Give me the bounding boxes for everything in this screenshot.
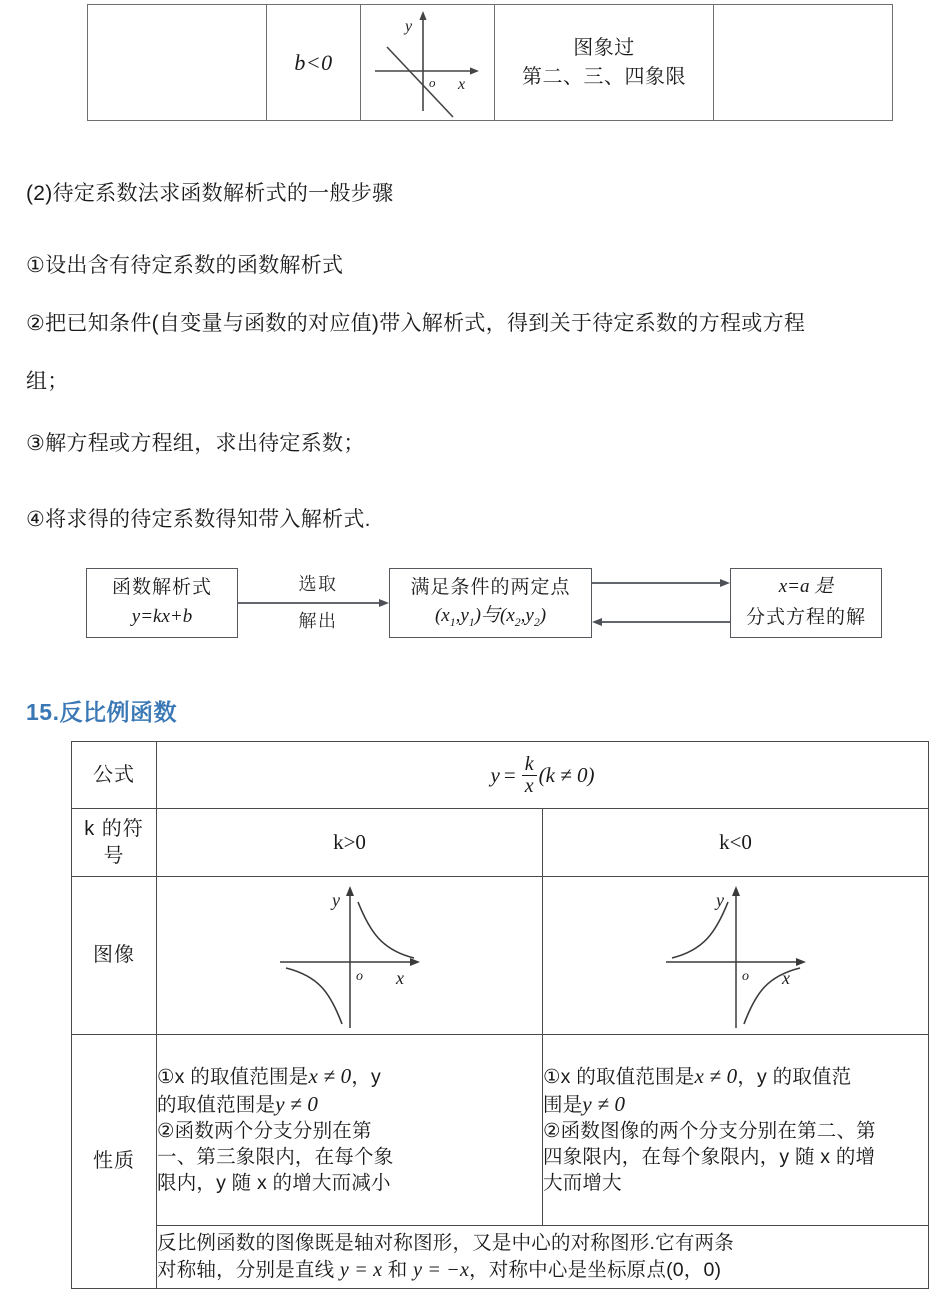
prop-left-line-3: ②函数两个分支分别在第 xyxy=(157,1120,372,1143)
paragraph-step-2-line-2: 组； xyxy=(26,370,69,393)
prop-right-2-math: y ≠ 0 xyxy=(582,1092,626,1117)
b-sign-value: b<0 xyxy=(294,49,333,75)
prop-left-2-text: 的取值范围是 xyxy=(157,1094,276,1117)
flow-box-analytic-expression xyxy=(86,568,238,638)
y-axis-label: y xyxy=(331,889,340,910)
fraction-numerator: k xyxy=(524,752,534,775)
prop-right-2-text: 围是 xyxy=(543,1094,583,1117)
cell-properties-positive xyxy=(157,1035,543,1226)
pt-sub-1: 1 xyxy=(449,616,456,630)
inverse-proportional-function-table xyxy=(71,741,929,1289)
prop-right-line-5: 大而增大 xyxy=(543,1171,622,1194)
arrow-label-solve: 解出 xyxy=(298,611,338,631)
description-line-1: 图象过 xyxy=(573,36,635,59)
prop-left-line-4: 一、第三象限内，在每个象 xyxy=(157,1145,394,1168)
table-row-k-sign xyxy=(72,809,929,877)
row-label-formula: 公式 xyxy=(72,742,157,809)
flow-box-1-line-1: 函数解析式 xyxy=(111,577,212,599)
note-2-text-b: 和 xyxy=(382,1258,414,1281)
prop-left-1-text-b: ，y xyxy=(351,1066,381,1089)
fraction-denominator: x xyxy=(524,774,534,797)
y-axis-label: y xyxy=(715,889,724,910)
prop-left-1-text-a: ①x 的取值范围是 xyxy=(157,1066,309,1089)
x-axis-label: x xyxy=(458,75,466,93)
prop-left-1-math: x ≠ 0 xyxy=(308,1064,352,1089)
row-label-k-sign xyxy=(72,809,157,877)
flow-box-3-line-2: 分式方程的解 xyxy=(745,607,866,628)
prop-right-1-math: x ≠ 0 xyxy=(694,1064,738,1089)
hyperbola-k-negative-icon xyxy=(636,880,836,1032)
table-row-properties xyxy=(72,1035,929,1226)
pt-mid-1: ,y xyxy=(455,605,469,627)
table-row-symmetry-note xyxy=(72,1226,929,1289)
prop-left-line-2 xyxy=(157,1091,542,1119)
prop-right-1-text-a: ①x 的取值范围是 xyxy=(543,1066,695,1089)
pt-mid-2: ,y xyxy=(520,605,534,627)
row-label-graph: 图像 xyxy=(72,877,157,1035)
table-row xyxy=(88,5,893,121)
flow-box-1-line-2: y=kx+b xyxy=(131,606,193,627)
pt-open-1: (x xyxy=(434,605,450,627)
y-axis-label: y xyxy=(405,17,413,35)
prop-right-line-1 xyxy=(543,1063,928,1091)
cell-formula xyxy=(157,742,929,809)
table-row-graph xyxy=(72,877,929,1035)
flow-box-two-points xyxy=(389,568,592,638)
note-line-1: 反比例函数的图像既是轴对称图形，又是中心的对称图形.它有两条 xyxy=(157,1232,734,1255)
formula-fraction xyxy=(522,754,537,797)
cell-empty-right xyxy=(714,5,893,121)
x-axis-label: x xyxy=(395,967,404,988)
formula-y: y xyxy=(490,762,500,787)
x-axis-label: x xyxy=(781,967,790,988)
cell-symmetry-note xyxy=(157,1226,929,1289)
arrow-label-select: 选取 xyxy=(298,574,338,594)
k-sign-label-line-1: k 的符 xyxy=(84,817,144,840)
prop-left-line-5: 限内，y 随 x 的增大而减小 xyxy=(157,1171,391,1194)
cell-quadrant-description xyxy=(495,5,714,121)
note-2-math-2: y = −x xyxy=(413,1258,470,1281)
pt-sub-3: 2 xyxy=(514,616,521,630)
flow-box-3-line-1: x=a 是 xyxy=(778,576,834,598)
pt-join: )与(x xyxy=(474,605,515,627)
cell-k-negative: k<0 xyxy=(543,809,929,877)
decreasing-line-graph-icon xyxy=(361,7,489,119)
flow-box-2-line-1: 满足条件的两定点 xyxy=(410,576,571,598)
formula-equals: = xyxy=(503,762,516,787)
prop-left-2-math: y ≠ 0 xyxy=(275,1092,319,1117)
paragraph-heading-2: (2)待定系数法求函数解析式的一般步骤 xyxy=(26,182,394,205)
prop-right-1-text-b: ，y 的取值范 xyxy=(737,1066,852,1089)
origin-label: o xyxy=(429,74,436,90)
cell-line-graph xyxy=(361,5,495,121)
table-row-formula xyxy=(72,742,929,809)
prop-right-line-4: 四象限内，在每个象限内，y 随 x 的增 xyxy=(543,1145,876,1168)
note-2-text-a: 对称轴，分别是直线 xyxy=(157,1258,340,1281)
section-heading-15: 15.反比例函数 xyxy=(26,699,177,725)
linear-function-table xyxy=(87,4,893,121)
prop-left-line-1 xyxy=(157,1063,542,1091)
hyperbola-k-positive-icon xyxy=(250,880,450,1032)
note-2-text-c: ，对称中心是坐标原点(0，0) xyxy=(469,1258,722,1281)
cell-k-positive: k>0 xyxy=(157,809,543,877)
prop-right-line-2 xyxy=(543,1091,928,1119)
formula-expression xyxy=(491,754,595,797)
paragraph-step-1: ①设出含有待定系数的函数解析式 xyxy=(26,254,344,277)
row-label-properties: 性质 xyxy=(72,1035,157,1289)
paragraph-step-3: ③解方程或方程组，求出待定系数； xyxy=(26,432,365,455)
origin-label: o xyxy=(741,968,749,984)
pt-close: ) xyxy=(539,605,547,627)
cell-properties-negative xyxy=(543,1035,929,1226)
pt-sub-4: 2 xyxy=(533,616,540,630)
cell-hyperbola-positive xyxy=(157,877,543,1035)
origin-label: o xyxy=(355,968,363,984)
prop-right-line-3: ②函数图像的两个分支分别在第二、第 xyxy=(543,1120,876,1143)
pt-sub-2: 1 xyxy=(468,616,475,630)
flow-box-fraction-equation-solution xyxy=(730,568,882,638)
note-2-math-1: y = x xyxy=(339,1258,383,1281)
formula-condition: (k ≠ 0) xyxy=(538,762,595,787)
paragraph-step-2-line-1: ②把已知条件(自变量与函数的对应值)带入解析式，得到关于待定系数的方程或方程 xyxy=(26,312,806,335)
flow-box-2-line-2 xyxy=(435,604,546,630)
k-sign-label-line-2: 号 xyxy=(103,844,125,867)
cell-hyperbola-negative xyxy=(543,877,929,1035)
cell-empty-left xyxy=(88,5,267,121)
paragraph-step-4: ④将求得的待定系数得知带入解析式. xyxy=(26,508,371,531)
cell-b-sign xyxy=(267,5,361,121)
description-line-2: 第二、三、四象限 xyxy=(522,65,686,88)
